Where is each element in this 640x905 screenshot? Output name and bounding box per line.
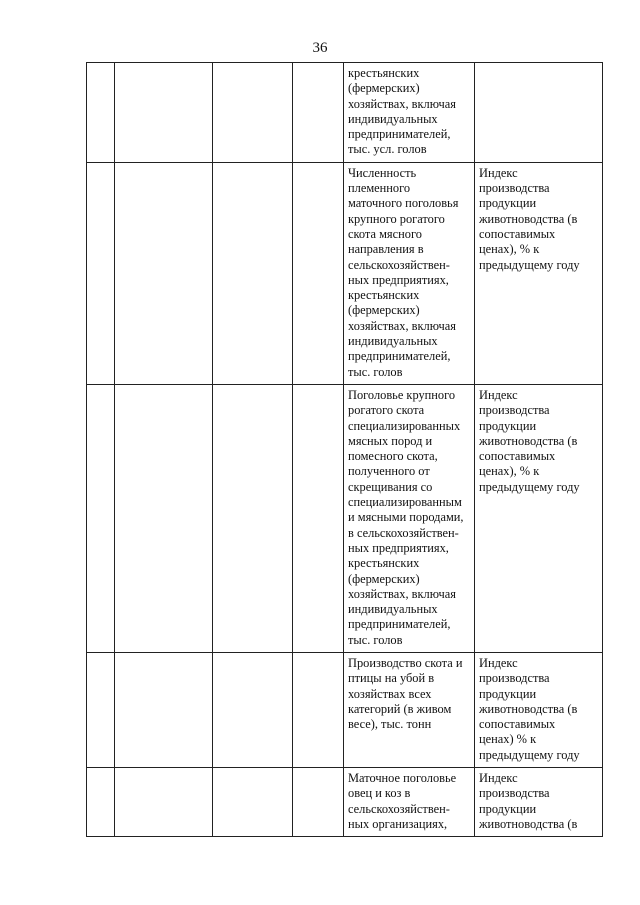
index-cell: Индекс производства продукции животноводства (в сопоставимых ценах) % к предыдущему году <box>475 652 603 767</box>
empty-cell <box>293 162 344 384</box>
empty-cell <box>87 384 115 652</box>
indicator-cell: Численность племенного маточного поголовья крупного рогатого скота мясного направления в сельскохозяйствен- ных предприятиях, крестьянских (фермерских) хозяйствах, включая индивидуальных предпринимателей, тыс. голов <box>344 162 475 384</box>
empty-cell <box>87 768 115 837</box>
empty-cell <box>213 162 293 384</box>
empty-cell <box>213 384 293 652</box>
empty-cell <box>213 768 293 837</box>
index-cell <box>475 63 603 163</box>
table-row <box>87 63 603 163</box>
indicator-cell: Поголовье крупного рогатого скота специализированных мясных пород и помесного скота, полученного от скрещивания со специализированным и мясными породами, в сельскохозяйствен- ных предприятиях, крестьянских (фермерских) хозяйствах, включая индивидуальных предпринимателей, тыс. голов <box>344 384 475 652</box>
empty-cell <box>293 652 344 767</box>
table-row <box>87 384 603 652</box>
indicator-cell: Маточное поголовье овец и коз в сельскохозяйствен- ных организациях, <box>344 768 475 837</box>
empty-cell <box>293 384 344 652</box>
empty-cell <box>213 652 293 767</box>
empty-cell <box>293 768 344 837</box>
index-cell: Индекс производства продукции животноводства (в сопоставимых ценах), % к предыдущему году <box>475 162 603 384</box>
empty-cell <box>115 162 213 384</box>
empty-cell <box>115 768 213 837</box>
indicator-cell: крестьянских (фермерских) хозяйствах, включая индивидуальных предпринимателей, тыс. усл. голов <box>344 63 475 163</box>
empty-cell <box>115 652 213 767</box>
index-cell: Индекс производства продукции животноводства (в сопоставимых ценах), % к предыдущему году <box>475 384 603 652</box>
page-number: 36 <box>312 40 328 56</box>
empty-cell <box>213 63 293 163</box>
indicators-table <box>86 62 603 837</box>
empty-cell <box>87 63 115 163</box>
table-row <box>87 162 603 384</box>
empty-cell <box>115 384 213 652</box>
empty-cell <box>293 63 344 163</box>
table-row <box>87 652 603 767</box>
empty-cell <box>87 162 115 384</box>
table-row <box>87 768 603 837</box>
empty-cell <box>115 63 213 163</box>
empty-cell <box>87 652 115 767</box>
indicator-cell: Производство скота и птицы на убой в хозяйствах всех категорий (в живом весе), тыс. тонн <box>344 652 475 767</box>
index-cell: Индекс производства продукции животноводства (в <box>475 768 603 837</box>
